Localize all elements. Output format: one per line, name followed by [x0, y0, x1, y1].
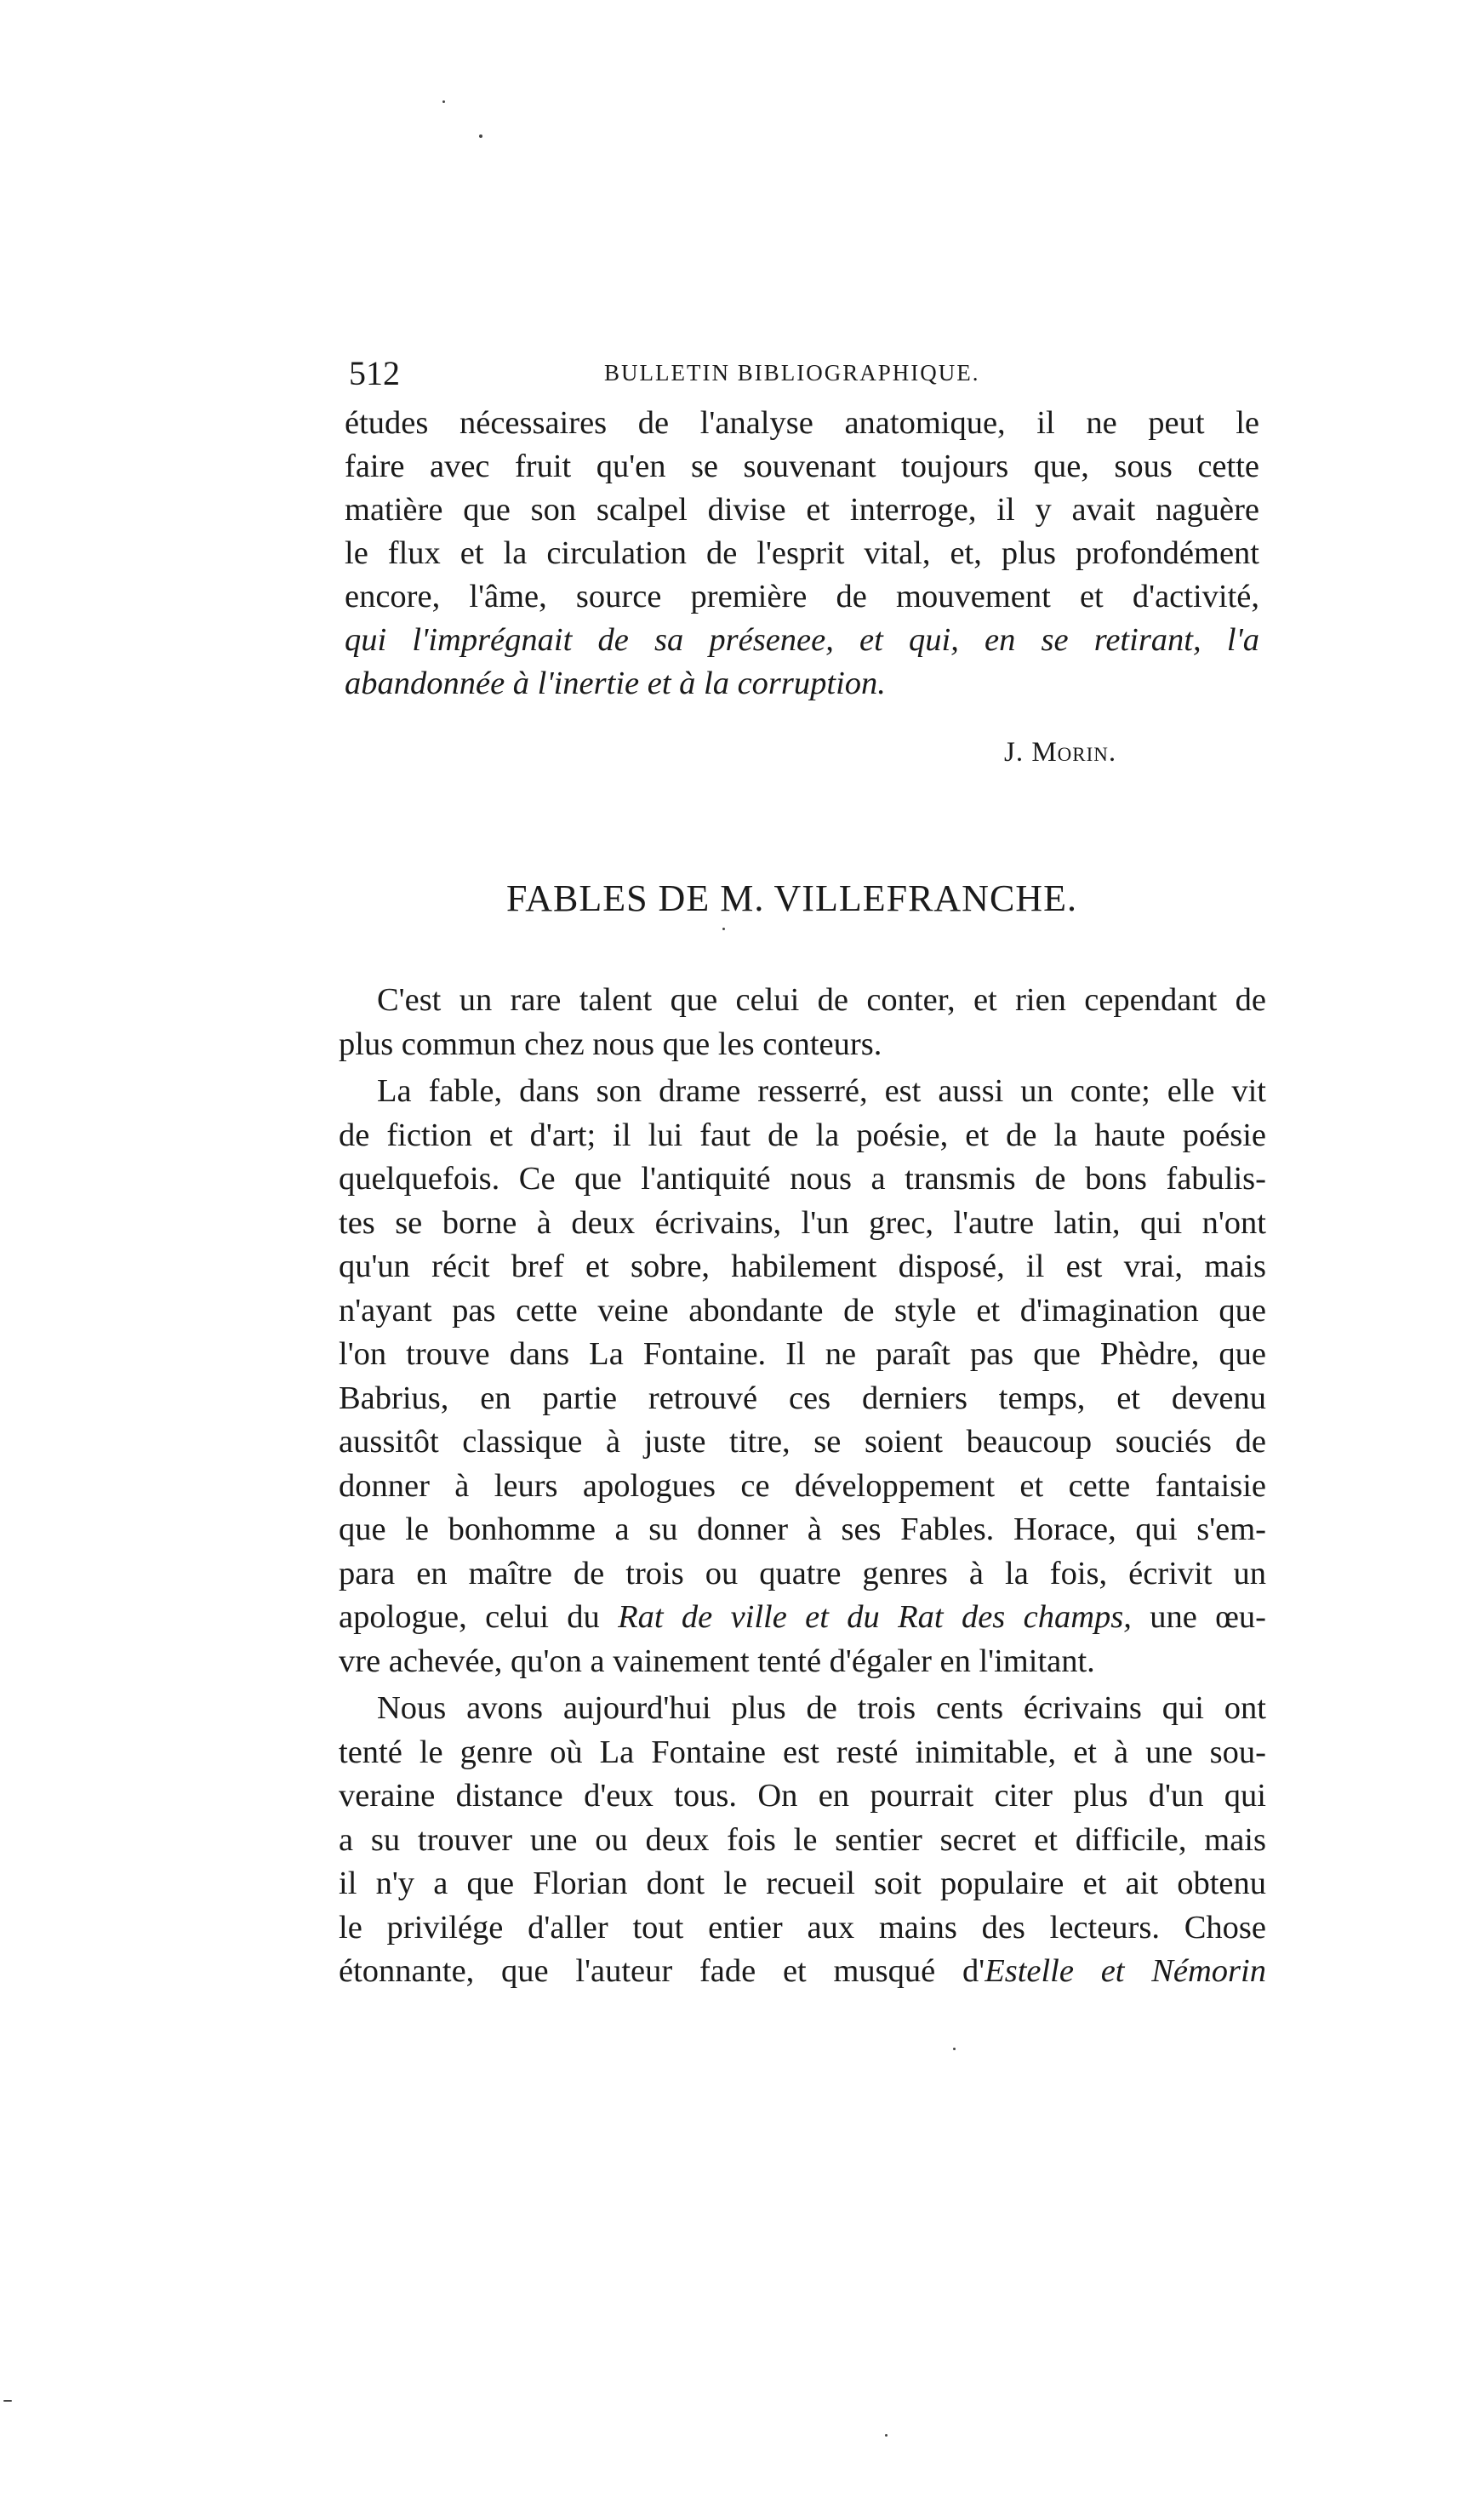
- paragraph-line-with-title: [339, 1950, 1266, 1994]
- scan-speck: [3, 2400, 12, 2402]
- previous-article-ending: [345, 402, 1259, 706]
- paragraph-line: La fable, dans son drame resserré, est aussi un conte; elle vit: [377, 1073, 1266, 1109]
- paragraph-line: tenté le genre où La Fontaine est resté inimitable, et à une sou-: [339, 1734, 1266, 1770]
- text-line: matière que son scalpel divise et interroge, il y avait naguère: [345, 492, 1259, 528]
- text-line: faire avec fruit qu'en se souvenant toujours que, sous cette: [345, 449, 1259, 484]
- text-line: encore, l'âme, source première de mouvement et d'activité,: [345, 579, 1259, 614]
- text-fragment: apologue, celui du: [339, 1599, 619, 1635]
- scan-speck: [953, 2048, 956, 2050]
- scan-speck: [442, 100, 445, 103]
- paragraph-line: tes se borne à deux écrivains, l'un grec, l'autre latin, qui n'ont: [339, 1204, 1266, 1241]
- page-header: [349, 353, 1242, 396]
- scan-speck: [722, 928, 725, 930]
- paragraph-line: C'est un rare talent que celui de conter, et rien cependant de: [377, 982, 1266, 1018]
- paragraph-line: qu'un récit bref et sobre, habilement disposé, il est vrai, mais: [339, 1248, 1266, 1284]
- paragraph-line: veraine distance d'eux tous. On en pourrait citer plus d'un qui: [339, 1778, 1266, 1814]
- paragraph-line: n'ayant pas cette veine abondante de style et d'imagination que: [339, 1292, 1266, 1328]
- book-title: Estelle et Némorin: [985, 1953, 1266, 1989]
- section-title: FABLES DE M. VILLEFRANCHE.: [506, 877, 1077, 919]
- scan-speck: [885, 2434, 888, 2437]
- text-line: le flux et la circulation de l'esprit vital, et, plus profondément: [345, 535, 1259, 571]
- text-line-italic: abandonnée à l'inertie et à la corruption.: [345, 666, 886, 701]
- paragraph-line: le privilége d'aller tout entier aux mains des lecteurs. Chose: [339, 1909, 1266, 1946]
- fable-title: Rat de ville et du Rat des champs,: [618, 1599, 1132, 1635]
- signature-name: Morin.: [1031, 737, 1117, 768]
- paragraph-line: vre achevée, qu'on a vainement tenté d'égaler en l'imitant.: [339, 1643, 1095, 1679]
- paragraph-line: il n'y a que Florian dont le recueil soit populaire et ait obtenu: [339, 1866, 1266, 1901]
- paragraph-line-with-title: [339, 1596, 1266, 1640]
- scan-speck: [479, 134, 482, 138]
- paragraph-line: de fiction et d'art; il lui faut de la poésie, et de la haute poésie: [339, 1117, 1266, 1153]
- page-number: 512: [349, 354, 400, 392]
- paragraph-line: quelquefois. Ce que l'antiquité nous a transmis de bons fabulis-: [339, 1161, 1266, 1197]
- paragraph-line: para en maître de trois ou quatre genres à la fois, écrivit un: [339, 1555, 1266, 1591]
- signature-initial: J.: [1004, 737, 1025, 768]
- paragraph-line: Babrius, en partie retrouvé ces derniers temps, et devenu: [339, 1380, 1266, 1416]
- paragraph-line: que le bonhomme a su donner à ses Fables. Horace, qui s'em-: [339, 1511, 1266, 1547]
- paragraph-line: donner à leurs apologues ce développement et cette fantaisie: [339, 1467, 1266, 1504]
- paragraph-line: l'on trouve dans La Fontaine. Il ne paraît pas que Phèdre, que: [339, 1336, 1266, 1372]
- text-fragment: une œu-: [1131, 1599, 1266, 1635]
- text-fragment: étonnante, que l'auteur fade et musqué d': [339, 1953, 985, 1989]
- author-signature: [1004, 737, 1116, 769]
- paragraph-line: plus commun chez nous que les conteurs.: [339, 1026, 882, 1062]
- paragraph-line: Nous avons aujourd'hui plus de trois cents écrivains qui ont: [377, 1690, 1266, 1726]
- text-line-italic: qui l'imprégnait de sa présenee, et qui, en se retirant, l'a: [345, 622, 1259, 658]
- running-head: BULLETIN BIBLIOGRAPHIQUE.: [604, 360, 980, 386]
- paragraph-line: a su trouver une ou deux fois le sentier secret et difficile, mais: [339, 1821, 1266, 1858]
- text-line: études nécessaires de l'analyse anatomique, il ne peut le: [345, 405, 1259, 441]
- article-body: [339, 979, 1266, 1994]
- paragraph-line: aussitôt classique à juste titre, se soient beaucoup souciés de: [339, 1424, 1266, 1460]
